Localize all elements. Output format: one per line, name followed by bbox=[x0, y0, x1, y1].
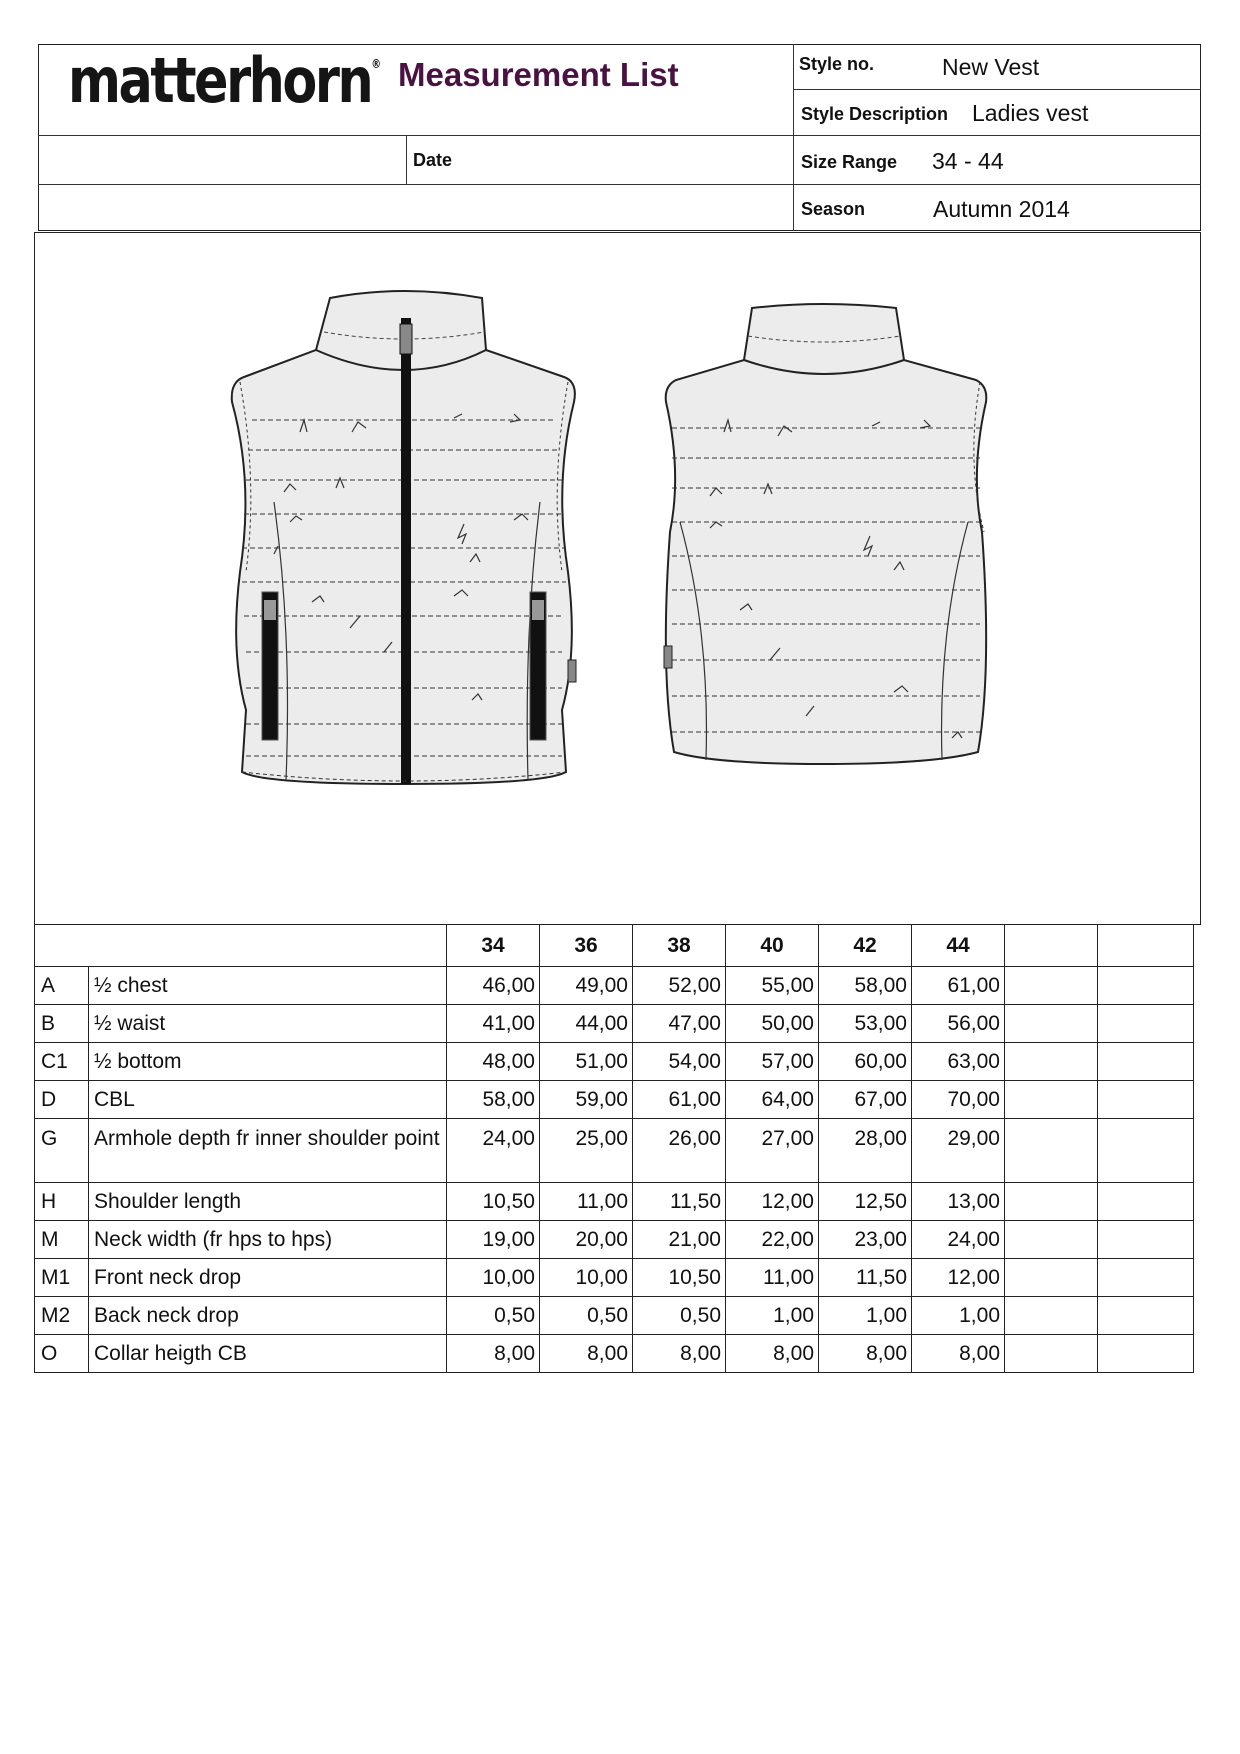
measurement-value: 46,00 bbox=[447, 967, 540, 1005]
measurement-value: 0,50 bbox=[633, 1297, 726, 1335]
empty-cell bbox=[1005, 1081, 1098, 1119]
measurement-description: ½ chest bbox=[89, 967, 447, 1005]
measurement-value: 11,00 bbox=[540, 1183, 633, 1221]
table-row bbox=[35, 1005, 1194, 1043]
table-row bbox=[35, 1221, 1194, 1259]
measurement-description: ½ waist bbox=[89, 1005, 447, 1043]
empty-cell bbox=[1098, 1335, 1194, 1373]
measurement-value: 24,00 bbox=[912, 1221, 1005, 1259]
header-blank-cell bbox=[35, 925, 447, 967]
measurement-value: 13,00 bbox=[912, 1183, 1005, 1221]
vest-front-icon bbox=[232, 291, 576, 784]
measurement-value: 50,00 bbox=[726, 1005, 819, 1043]
measurement-description: Shoulder length bbox=[89, 1183, 447, 1221]
measurement-value: 11,50 bbox=[819, 1259, 912, 1297]
measurement-value: 27,00 bbox=[726, 1119, 819, 1183]
measurement-value: 8,00 bbox=[912, 1335, 1005, 1373]
measurement-value: 59,00 bbox=[540, 1081, 633, 1119]
measurement-value: 28,00 bbox=[819, 1119, 912, 1183]
measurement-value: 21,00 bbox=[633, 1221, 726, 1259]
measurement-value: 22,00 bbox=[726, 1221, 819, 1259]
style-no-value: New Vest bbox=[942, 54, 1040, 80]
empty-cell bbox=[1098, 1183, 1194, 1221]
table-row bbox=[35, 1183, 1194, 1221]
empty-cell bbox=[1005, 1259, 1098, 1297]
empty-cell bbox=[1005, 1119, 1098, 1183]
measurement-value: 23,00 bbox=[819, 1221, 912, 1259]
style-no-label: Style no. bbox=[799, 54, 875, 74]
empty-cell bbox=[1098, 1081, 1194, 1119]
measurement-value: 8,00 bbox=[726, 1335, 819, 1373]
header-divider bbox=[38, 135, 1201, 136]
measurement-value: 44,00 bbox=[540, 1005, 633, 1043]
measurement-value: 10,00 bbox=[540, 1259, 633, 1297]
measurement-value: 64,00 bbox=[726, 1081, 819, 1119]
date-label: Date bbox=[413, 150, 453, 170]
size-header: 42 bbox=[819, 925, 912, 967]
measurement-value: 0,50 bbox=[540, 1297, 633, 1335]
measurement-value: 25,00 bbox=[540, 1119, 633, 1183]
measurement-table bbox=[34, 924, 1194, 1373]
size-range-value: 34 - 44 bbox=[932, 148, 1004, 174]
measurement-code: D bbox=[35, 1081, 89, 1119]
measurement-value: 20,00 bbox=[540, 1221, 633, 1259]
measurement-code: M2 bbox=[35, 1297, 89, 1335]
measurement-value: 58,00 bbox=[447, 1081, 540, 1119]
measurement-description: Front neck drop bbox=[89, 1259, 447, 1297]
measurement-code: G bbox=[35, 1119, 89, 1183]
empty-cell bbox=[1005, 1183, 1098, 1221]
measurement-code: B bbox=[35, 1005, 89, 1043]
header-divider bbox=[406, 135, 407, 184]
measurement-value: 26,00 bbox=[633, 1119, 726, 1183]
measurement-value: 58,00 bbox=[819, 967, 912, 1005]
measurement-value: 1,00 bbox=[912, 1297, 1005, 1335]
empty-cell bbox=[1005, 967, 1098, 1005]
measurement-value: 1,00 bbox=[726, 1297, 819, 1335]
measurement-description: Neck width (fr hps to hps) bbox=[89, 1221, 447, 1259]
measurement-value: 11,00 bbox=[726, 1259, 819, 1297]
measurement-value: 55,00 bbox=[726, 967, 819, 1005]
season-value: Autumn 2014 bbox=[933, 196, 1070, 222]
empty-cell bbox=[1098, 1221, 1194, 1259]
garment-sketch bbox=[34, 232, 1201, 925]
measurement-value: 54,00 bbox=[633, 1043, 726, 1081]
style-description-label: Style Description bbox=[801, 104, 949, 124]
measurement-description: Collar heigth CB bbox=[89, 1335, 447, 1373]
measurement-value: 19,00 bbox=[447, 1221, 540, 1259]
empty-cell bbox=[1098, 1005, 1194, 1043]
table-row bbox=[35, 1081, 1194, 1119]
measurement-value: 52,00 bbox=[633, 967, 726, 1005]
brand-logo: matterhorn® bbox=[68, 44, 382, 117]
empty-cell bbox=[1005, 1335, 1098, 1373]
measurement-code: M1 bbox=[35, 1259, 89, 1297]
table-row bbox=[35, 1043, 1194, 1081]
measurement-description: Armhole depth fr inner shoulder point bbox=[89, 1119, 447, 1183]
measurement-value: 51,00 bbox=[540, 1043, 633, 1081]
measurement-value: 8,00 bbox=[633, 1335, 726, 1373]
measurement-value: 53,00 bbox=[819, 1005, 912, 1043]
measurement-value: 61,00 bbox=[633, 1081, 726, 1119]
empty-cell bbox=[1005, 1297, 1098, 1335]
measurement-value: 70,00 bbox=[912, 1081, 1005, 1119]
measurement-value: 63,00 bbox=[912, 1043, 1005, 1081]
empty-cell bbox=[1098, 1297, 1194, 1335]
empty-cell bbox=[1098, 1119, 1194, 1183]
measurement-description: ½ bottom bbox=[89, 1043, 447, 1081]
measurement-code: C1 bbox=[35, 1043, 89, 1081]
table-row bbox=[35, 1335, 1194, 1373]
table-row bbox=[35, 1259, 1194, 1297]
size-header: 40 bbox=[726, 925, 819, 967]
empty-cell bbox=[1098, 1259, 1194, 1297]
measurement-value: 12,00 bbox=[912, 1259, 1005, 1297]
measurement-value: 8,00 bbox=[447, 1335, 540, 1373]
measurement-value: 57,00 bbox=[726, 1043, 819, 1081]
size-header: 38 bbox=[633, 925, 726, 967]
measurement-value: 47,00 bbox=[633, 1005, 726, 1043]
measurement-value: 8,00 bbox=[540, 1335, 633, 1373]
measurement-code: M bbox=[35, 1221, 89, 1259]
empty-cell bbox=[1005, 1005, 1098, 1043]
style-description-value: Ladies vest bbox=[972, 100, 1089, 126]
measurement-value: 60,00 bbox=[819, 1043, 912, 1081]
size-header-row bbox=[35, 925, 1194, 967]
measurement-code: H bbox=[35, 1183, 89, 1221]
measurement-value: 48,00 bbox=[447, 1043, 540, 1081]
empty-cell bbox=[1098, 1043, 1194, 1081]
measurement-value: 12,50 bbox=[819, 1183, 912, 1221]
size-range-label: Size Range bbox=[801, 152, 898, 172]
measurement-value: 0,50 bbox=[447, 1297, 540, 1335]
measurement-description: CBL bbox=[89, 1081, 447, 1119]
size-header: 34 bbox=[447, 925, 540, 967]
vest-back-icon bbox=[664, 304, 986, 764]
measurement-description: Back neck drop bbox=[89, 1297, 447, 1335]
empty-cell bbox=[1098, 967, 1194, 1005]
size-header bbox=[1005, 925, 1098, 967]
measurement-value: 8,00 bbox=[819, 1335, 912, 1373]
header-divider bbox=[793, 44, 794, 231]
table-row bbox=[35, 1297, 1194, 1335]
measurement-value: 49,00 bbox=[540, 967, 633, 1005]
season-label: Season bbox=[801, 199, 866, 219]
empty-cell bbox=[1005, 1043, 1098, 1081]
measurement-value: 41,00 bbox=[447, 1005, 540, 1043]
header-divider bbox=[793, 89, 1201, 90]
measurement-value: 67,00 bbox=[819, 1081, 912, 1119]
measurement-value: 10,00 bbox=[447, 1259, 540, 1297]
size-header: 36 bbox=[540, 925, 633, 967]
measurement-code: A bbox=[35, 967, 89, 1005]
measurement-value: 1,00 bbox=[819, 1297, 912, 1335]
measurement-value: 10,50 bbox=[633, 1259, 726, 1297]
measurement-code: O bbox=[35, 1335, 89, 1373]
measurement-value: 56,00 bbox=[912, 1005, 1005, 1043]
measurement-value: 11,50 bbox=[633, 1183, 726, 1221]
size-header: 44 bbox=[912, 925, 1005, 967]
page-title: Measurement List bbox=[398, 56, 679, 93]
measurement-value: 24,00 bbox=[447, 1119, 540, 1183]
measurement-value: 12,00 bbox=[726, 1183, 819, 1221]
table-row bbox=[35, 967, 1194, 1005]
measurement-value: 61,00 bbox=[912, 967, 1005, 1005]
table-row bbox=[35, 1119, 1194, 1183]
header-divider bbox=[38, 184, 1201, 185]
measurement-value: 10,50 bbox=[447, 1183, 540, 1221]
size-header bbox=[1098, 925, 1194, 967]
empty-cell bbox=[1005, 1221, 1098, 1259]
measurement-value: 29,00 bbox=[912, 1119, 1005, 1183]
